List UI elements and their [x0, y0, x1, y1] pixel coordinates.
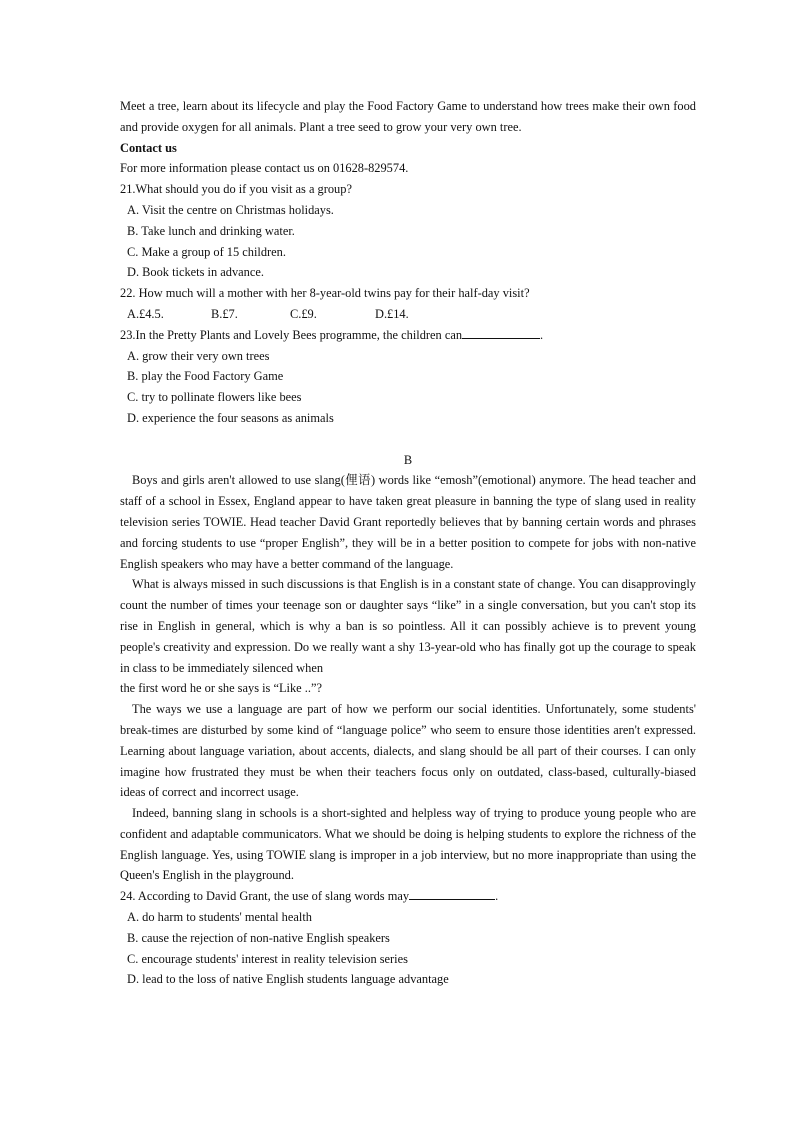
passage-paragraph-2: What is always missed in such discussions is that English is in a constant state of change. You can disapprovingly count the number of times your teenage son or daughter says “like” in a single conversation, but you can't stop its rise in English in general, which is why a ban is so pointless. All it can possibly achieve is to prevent young people's creativity and expression. Do we really want a shy 13-year-old who has finally got up the courage to speak in class to be immediately silenced when — [120, 577, 696, 675]
question-24-stem: 24. According to David Grant, the use of slang words may — [120, 889, 410, 904]
question-24-option-b: B. cause the rejection of non-native English speakers — [127, 930, 390, 945]
section-b-label: B — [403, 452, 413, 467]
intro-paragraph: Meet a tree, learn about its lifecycle and play the Food Factory Game to understand how trees make their own food and provide oxygen for all animals. Plant a tree seed to grow your very own tree. — [120, 99, 696, 134]
question-23-option-c: C. try to pollinate flowers like bees — [127, 390, 302, 405]
question-21-option-c: C. Make a group of 15 children. — [127, 244, 286, 259]
answer-blank — [409, 889, 495, 900]
question-24-option-c: C. encourage students' interest in reality television series — [127, 951, 408, 966]
question-21-option-a: A. Visit the centre on Christmas holidays. — [127, 202, 334, 217]
question-23-option-d: D. experience the four seasons as animals — [127, 410, 334, 425]
spacer — [120, 429, 696, 450]
question-23-stem: 23.In the Pretty Plants and Lovely Bees programme, the children can — [120, 327, 463, 342]
question-24-stem-line — [120, 886, 696, 907]
question-21-option-b: B. Take lunch and drinking water. — [127, 223, 295, 238]
answer-blank — [462, 328, 540, 339]
question-22-option-d: D.£14. — [375, 306, 409, 321]
contact-text: For more information please contact us on 01628-829574. — [120, 161, 409, 176]
passage-paragraph-4: Indeed, banning slang in schools is a short-sighted and helpless way of trying to produce young people who are confident and adaptable communicators. What we should be doing is helping students to explore the richness of the English language. Yes, using TOWIE slang is improper in a job interview, but no more inappropriate than using the Queen's English in the playground. — [120, 806, 696, 883]
question-24-option-d: D. lead to the loss of native English students language advantage — [127, 972, 449, 987]
question-23-stem-line — [120, 325, 696, 346]
question-24-end: . — [495, 889, 499, 904]
question-21-option-d: D. Book tickets in advance. — [127, 265, 264, 280]
question-24-option-a: A. do harm to students' mental health — [127, 910, 312, 925]
contact-heading: Contact us — [120, 140, 177, 155]
question-23-end: . — [540, 327, 544, 342]
question-21-stem: 21.What should you do if you visit as a group? — [120, 182, 352, 197]
question-23-option-b: B. play the Food Factory Game — [127, 369, 284, 384]
question-22-option-b: B.£7. — [211, 306, 238, 321]
passage-paragraph-1: Boys and girls aren't allowed to use slang(俚语) words like “emosh”(emotional) anymore. The head teacher and staff of a school in Essex, England appear to have taken great pleasure in banning the type of slang used in reality television series TOWIE. Head teacher David Grant reportedly believes that by banning certain words and phrases and forcing students to use “proper English”, they will be in a better position to compete for jobs with non-native English speakers who may have a better command of the language. — [120, 473, 696, 571]
document-page — [120, 96, 696, 990]
question-22-option-c: C.£9. — [290, 306, 317, 321]
question-22-stem: 22. How much will a mother with her 8-year-old twins pay for their half-day visit? — [120, 286, 530, 301]
passage-paragraph-3: The ways we use a language are part of how we perform our social identities. Unfortunately, some students' break-times are disturbed by some kind of “language police” who seem to ensure those identities aren't expressed. Learning about language variation, about accents, dialects, and slang should be all part of their courses. I can only imagine how frustrated they must be when their teachers focus only on outdated, class-based, culturally-biased ideas of correct and incorrect usage. — [120, 702, 696, 800]
passage-paragraph-2-end: the first word he or she says is “Like ..”? — [120, 681, 322, 696]
question-23-option-a: A. grow their very own trees — [127, 348, 270, 363]
question-22-options — [120, 304, 696, 325]
question-22-option-a: A.£4.5. — [127, 306, 164, 321]
